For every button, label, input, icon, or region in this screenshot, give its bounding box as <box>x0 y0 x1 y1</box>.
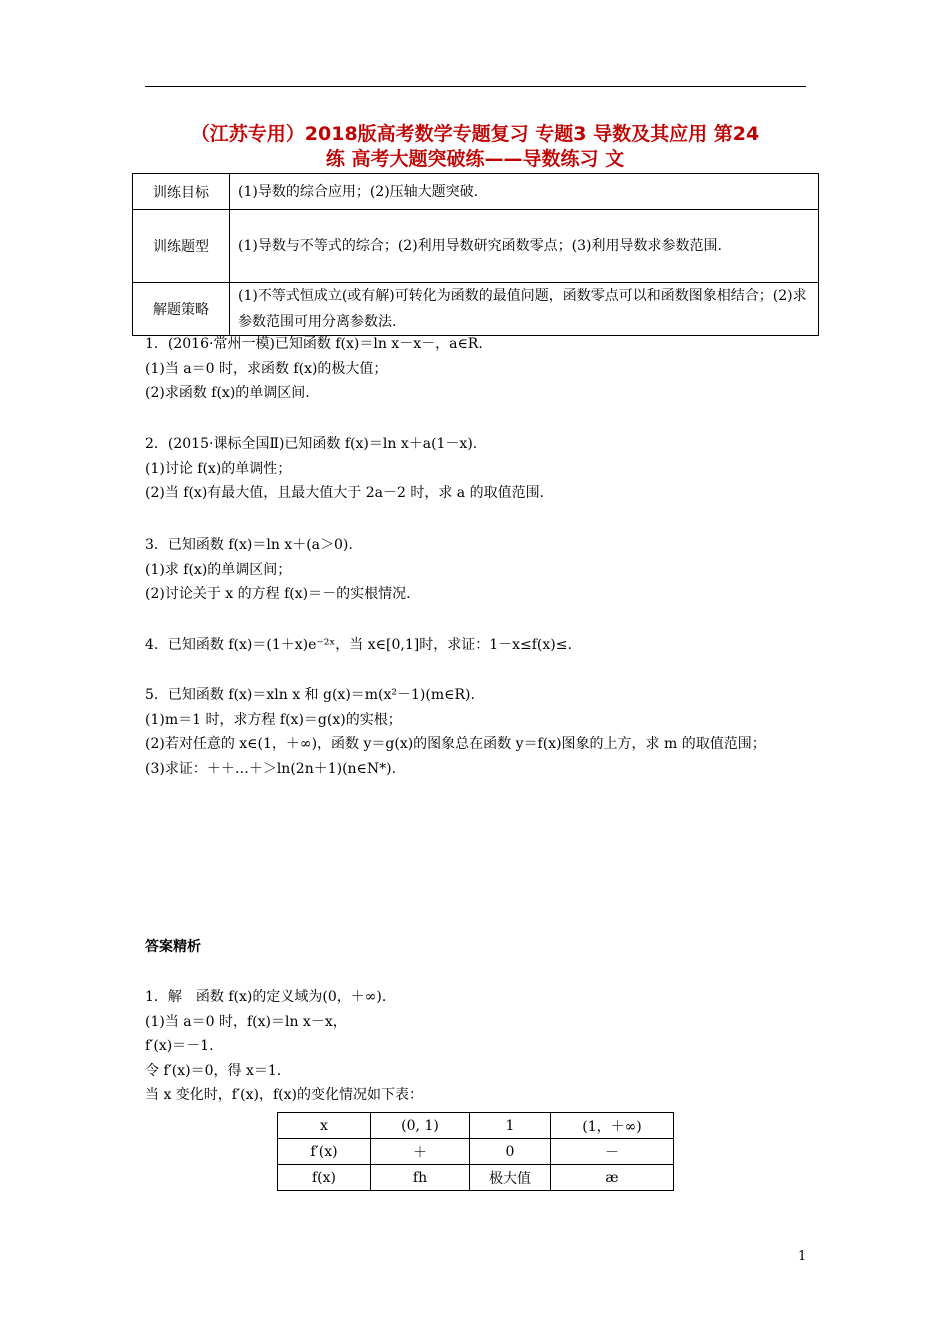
row-label: 解题策略 <box>133 283 230 336</box>
question-3 <box>145 533 411 607</box>
question-line: (1)求 f(x)的单调区间； <box>145 561 292 578</box>
title-line-1: （江苏专用）2018版高考数学专题复习 专题3 导数及其应用 第24 <box>190 123 760 145</box>
header-rule <box>145 86 806 87</box>
question-2 <box>145 432 544 506</box>
document-title <box>120 122 830 172</box>
page-number: 1 <box>798 1249 807 1264</box>
row-label: 训练目标 <box>133 174 230 210</box>
table-cell: f(x) <box>278 1165 371 1191</box>
row-content: (1)导数与不等式的综合；(2)利用导数研究函数零点；(3)利用导数求参数范围. <box>230 210 819 283</box>
table-row <box>133 210 819 283</box>
question-line: 2．(2015·课标全国Ⅱ)已知函数 f(x)＝ln x＋a(1－x). <box>145 436 478 452</box>
table-cell: － <box>551 1139 674 1165</box>
title-line-2: 练 高考大题突破练——导数练习 文 <box>325 148 625 170</box>
variation-table <box>277 1112 674 1191</box>
table-cell: ＋ <box>371 1139 470 1165</box>
question-5 <box>145 683 807 781</box>
question-line: (2)若对任意的 x∈(1，＋∞)，函数 y＝g(x)的图象总在函数 y＝f(x)图象的上方，求 m 的取值范围； <box>145 736 766 752</box>
table-cell: f′(x) <box>278 1139 371 1165</box>
question-line: (1)讨论 f(x)的单调性； <box>145 460 292 477</box>
row-content: (1)导数的综合应用；(2)压轴大题突破. <box>230 174 819 210</box>
table-row <box>133 283 819 336</box>
table-row <box>278 1113 674 1139</box>
question-line: (1)当 a＝0 时，求函数 f(x)的极大值； <box>145 360 388 377</box>
answer-line: f′(x)＝－1. <box>145 1038 214 1054</box>
table-cell: æ <box>551 1165 674 1191</box>
answer-heading: 答案精析 <box>145 939 201 955</box>
question-line: (2)求函数 f(x)的单调区间. <box>145 385 310 401</box>
question-4 <box>145 633 572 658</box>
table-cell: (0, 1) <box>371 1113 470 1139</box>
question-line: 3．已知函数 f(x)＝ln x＋(a＞0). <box>145 537 353 553</box>
question-1 <box>145 332 483 406</box>
question-line: 5．已知函数 f(x)＝xln x 和 g(x)＝m(x²－1)(m∈R). <box>145 687 475 703</box>
question-line: 4．已知函数 f(x)＝(1＋x)e⁻²ˣ，当 x∈[0,1]时，求证：1－x≤f(x)≤. <box>145 637 572 653</box>
row-label: 训练题型 <box>133 210 230 283</box>
table-cell: 极大值 <box>470 1165 551 1191</box>
question-line: 1．(2016·常州一模)已知函数 f(x)＝ln x－x－，a∈R. <box>145 336 483 352</box>
question-line: (3)求证：＋＋…＋＞ln(2n＋1)(n∈N*). <box>145 760 397 777</box>
answer-line: (1)当 a＝0 时，f(x)＝ln x－x， <box>145 1013 347 1030</box>
table-row <box>278 1165 674 1191</box>
table-cell: 1 <box>470 1113 551 1139</box>
training-info-table <box>132 173 819 336</box>
answer-line: 当 x 变化时，f′(x)，f(x)的变化情况如下表： <box>145 1087 423 1103</box>
table-row <box>278 1139 674 1165</box>
table-cell: x <box>278 1113 371 1139</box>
row-content: (1)不等式恒成立(或有解)可转化为函数的最值问题，函数零点可以和函数图象相结合；(2)求参数范围可用分离参数法. <box>230 283 819 336</box>
answer-body <box>145 985 423 1108</box>
question-line: (1)m＝1 时，求方程 f(x)＝g(x)的实根； <box>145 711 402 728</box>
question-line: (2)当 f(x)有最大值，且最大值大于 2a－2 时，求 a 的取值范围. <box>145 485 545 501</box>
table-cell: 0 <box>470 1139 551 1165</box>
answer-line: 令 f′(x)＝0，得 x＝1. <box>145 1062 282 1079</box>
question-line: (2)讨论关于 x 的方程 f(x)＝－的实根情况. <box>145 586 411 602</box>
table-cell: (1，＋∞) <box>551 1113 674 1139</box>
table-cell: fh <box>371 1165 470 1191</box>
table-row <box>133 174 819 210</box>
answer-line: 1．解 函数 f(x)的定义域为(0，＋∞)． <box>145 989 396 1005</box>
